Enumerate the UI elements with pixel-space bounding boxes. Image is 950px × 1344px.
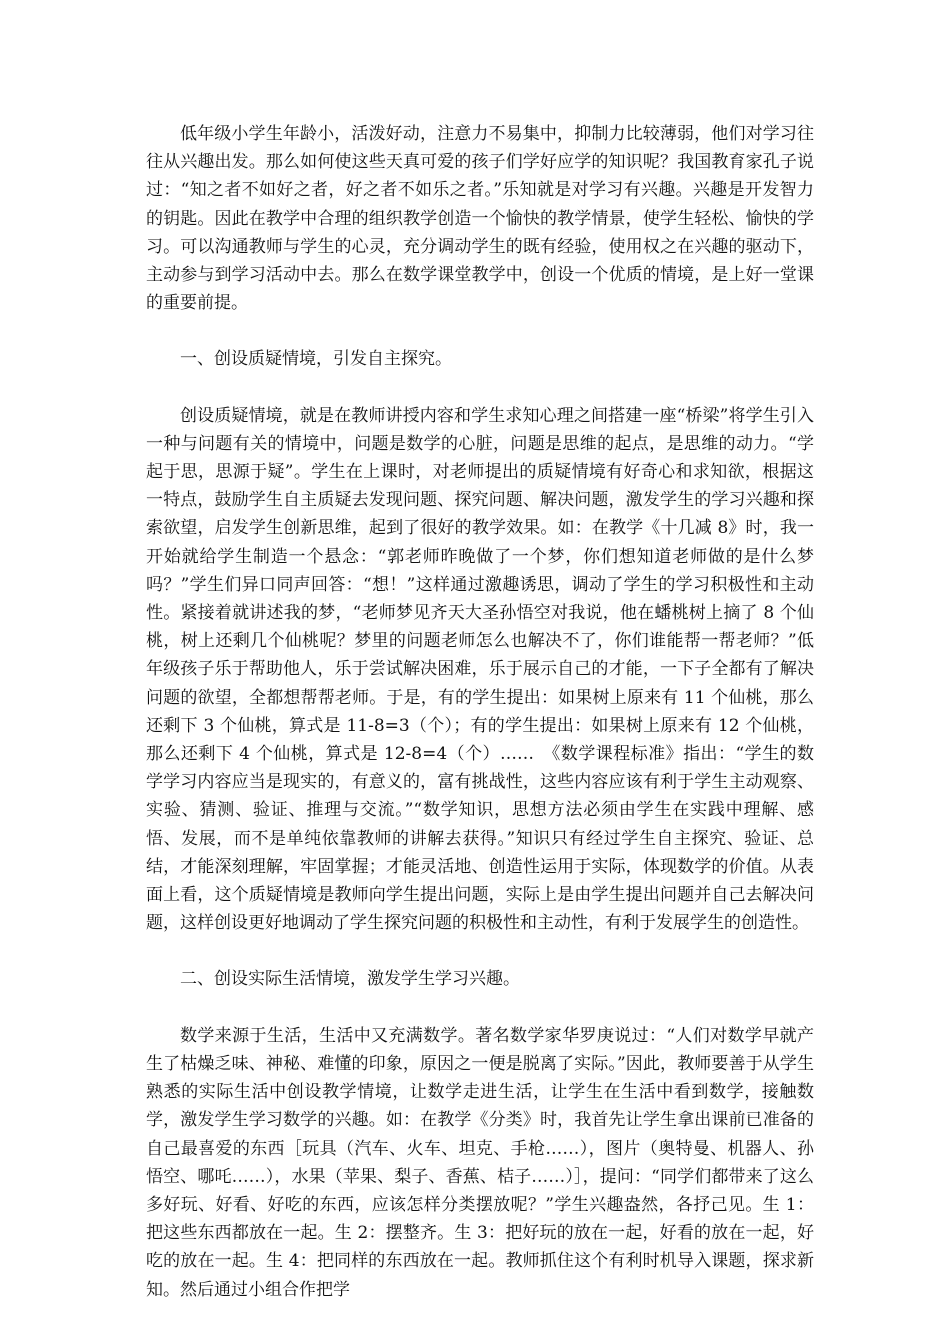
section-heading-2: 二、创设实际生活情境，激发学生学习兴趣。	[180, 969, 520, 990]
intro-paragraph: 低年级小学生年龄小，活泼好动，注意力不易集中，抑制力比较薄弱，他们对学习往往从兴趣出发。那么如何使这些天真可爱的孩子们学好应学的知识呢？我国教育家孔子说过：“知之者不如好之者，好之者不如乐之者。”乐知就是对学习有兴趣。兴趣是开发智力的钥匙。因此在教学中合理的组织教学创造一个愉快的教学情景，使学生轻松、愉快的学习。可以沟通教师与学生的心灵，充分调动学生的既有经验，使用权之在兴趣的驱动下，主动参与到学习活动中去。那么在数学课堂教学中，创设一个优质的情境，是上好一堂课的重要前提。	[146, 124, 814, 314]
document-page	[146, 120, 814, 1332]
section-heading-1: 一、创设质疑情境，引发自主探究。	[180, 349, 452, 370]
section-1-paragraph: 创设质疑情境，就是在教师讲授内容和学生求知心理之间搭建一座“桥梁”将学生引入一种与问题有关的情境中，问题是数学的心脏，问题是思维的起点，是思维的动力。“学起于思，思源于疑”。学生在上课时，对老师提出的质疑情境有好奇心和求知欲，根据这一特点，鼓励学生自主质疑去发现问题、探究问题、解决问题，激发学生的学习兴趣和探索欲望，启发学生创新思维，起到了很好的教学效果。如：在教学《十几减 8》时，我一开始就给学生制造一个悬念：“郭老师昨晚做了一个梦，你们想知道老师做的是什么梦吗？”学生们异口同声回答：“想！”这样通过激趣诱思，调动了学生的学习积极性和主动性。紧接着就讲述我的梦，“老师梦见齐天大圣孙悟空对我说，他在蟠桃树上摘了 8 个仙桃，树上还剩几个仙桃呢？梦里的问题老师怎么也解决不了，你们谁能帮一帮老师？”低年级孩子乐于帮助他人，乐于尝试解决困难，乐于展示自己的才能，一下子全都有了解决问题的欲望，全都想帮帮老师。于是，有的学生提出：如果树上原来有 11 个仙桃，那么还剩下 3 个仙桃，算式是 11-8=3（个）；有的学生提出：如果树上原来有 12 个仙桃，那么还剩下 4 个仙桃，算式是 12-8=4（个）…… 《数学课程标准》指出：“学生的数学学习内容应当是现实的，有意义的，富有挑战性，这些内容应该有利于学生主动观察、实验、猜测、验证、推理与交流。”“数学知识，思想方法必须由学生在实践中理解、感悟、发展，而不是单纯依靠教师的讲解去获得。”知识只有经过学生自主探究、验证、总结，才能深刻理解，牢固掌握；才能灵活地、创造性运用于实际，体现数学的价值。从表面上看，这个质疑情境是教师向学生提出问题，实际上是由学生提出问题并自己去解决问题，这样创设更好地调动了学生探究问题的积极性和主动性，有利于发展学生的创造性。	[146, 405, 814, 934]
section-2-paragraph: 数学来源于生活，生活中又充满数学。著名数学家华罗庚说过：“人们对数学早就产生了枯燥乏味、神秘、难懂的印象，原因之一便是脱离了实际。”因此，教师要善于从学生熟悉的实际生活中创设教学情境，让数学走进生活，让学生在生活中看到数学，接触数学，激发学生学习数学的兴趣。如：在教学《分类》时，我首先让学生拿出课前已准备的自己最喜爱的东西［玩具（汽车、火车、坦克、手枪……），图片（奥特曼、机器人、孙悟空、哪吒……），水果（苹果、梨子、香蕉、桔子……）］，提问：“同学们都带来了这么多好玩、好看、好吃的东西，应该怎样分类摆放呢？”学生兴趣盎然，各抒己见。生 1：把这些东西都放在一起。生 2：摆整齐。生 3：把好玩的放在一起，好看的放在一起，好吃的放在一起。生 4：把同样的东西放在一起。教师抓住这个有利时机导入课题，探求新知。然后通过小组合作把学	[146, 1025, 814, 1300]
